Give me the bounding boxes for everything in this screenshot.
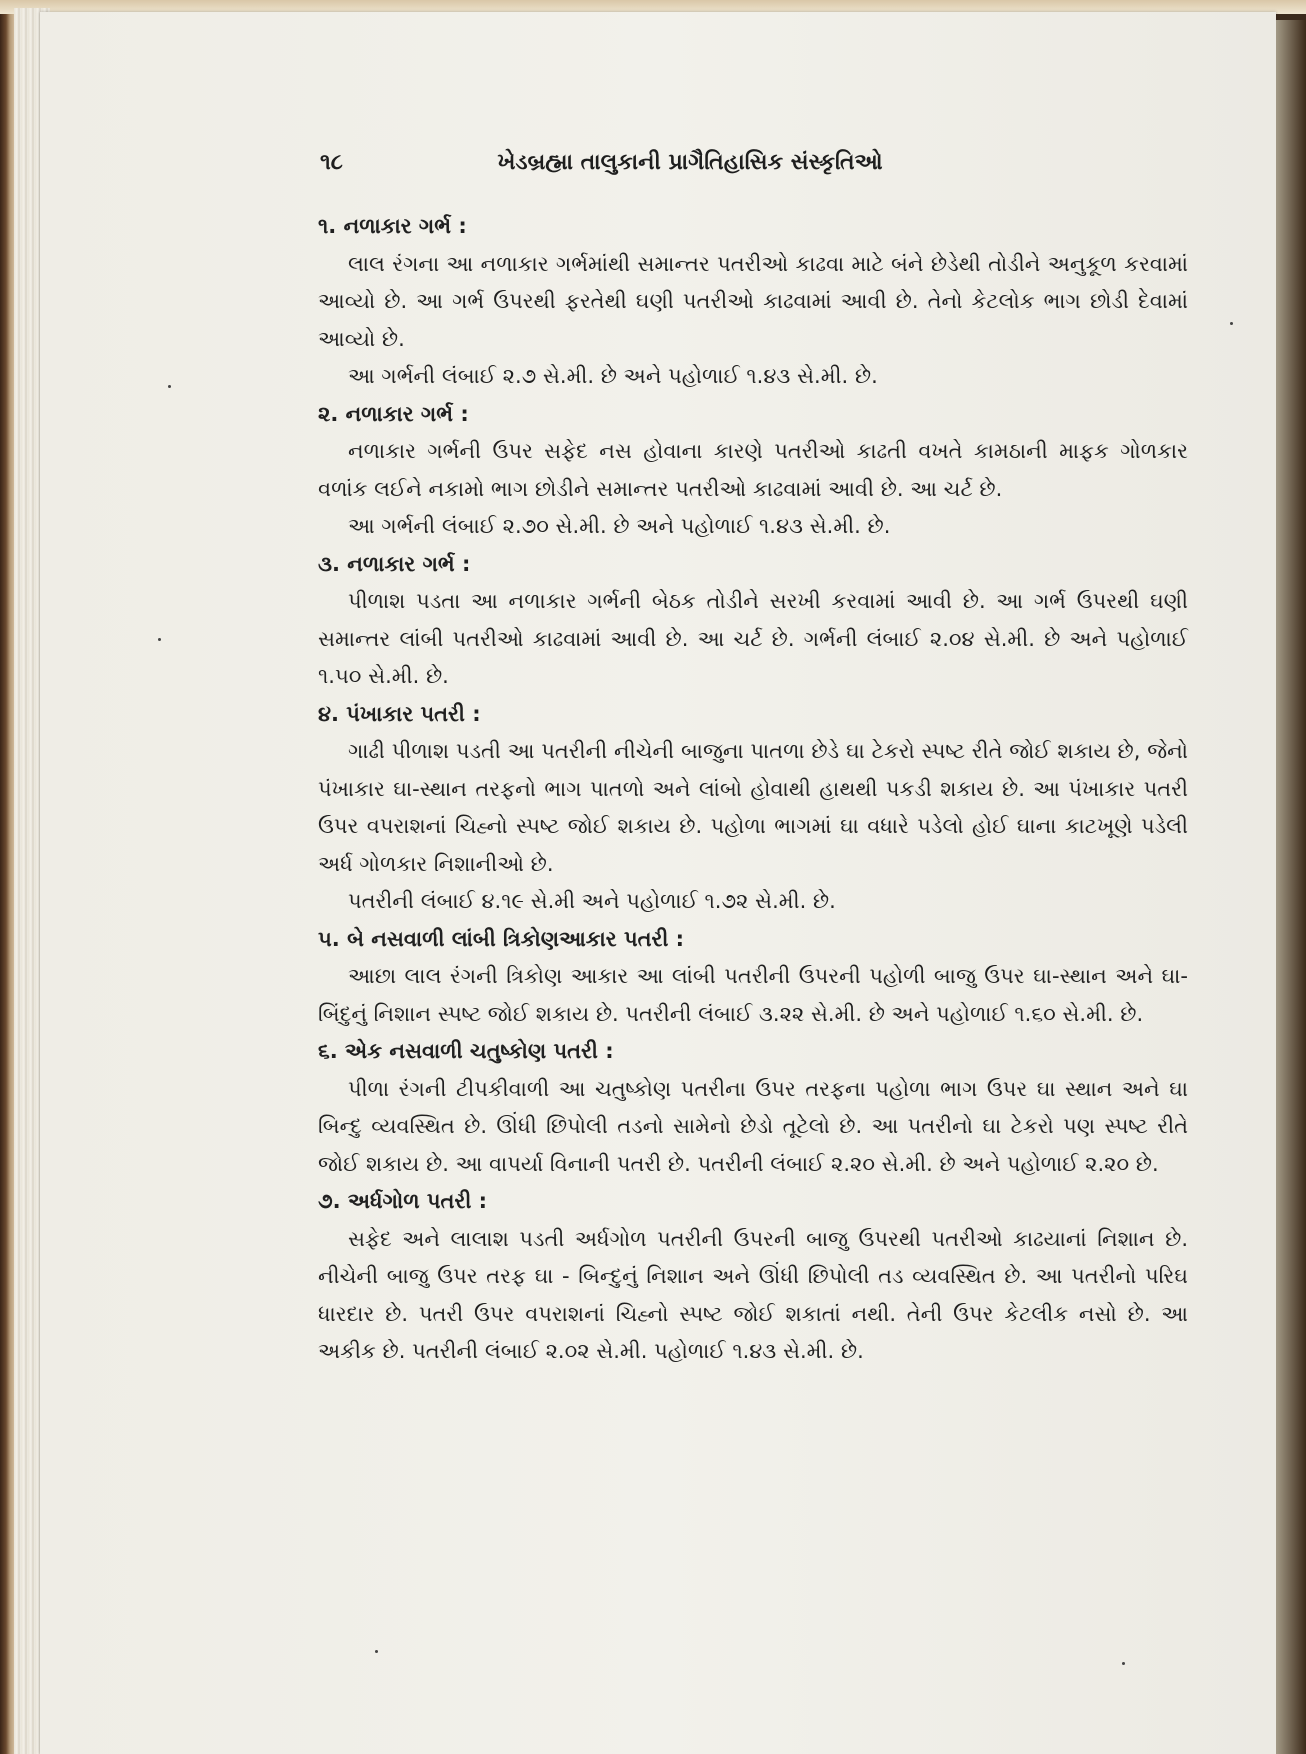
section-heading: ૬. એક નસવાળી ચતુષ્કોણ પતરી :: [318, 1039, 614, 1063]
paragraph: પતરીની લંબાઈ ૪.૧૯ સે.મી અને પહોળાઈ ૧.૭૨ સે.મી. છે.: [348, 889, 836, 913]
page-header: [320, 150, 1060, 186]
section-heading: ૨. નળાકાર ગર્ભ :: [318, 401, 469, 426]
section-4: [318, 696, 1188, 921]
section-heading: ૧. નળાકાર ગર્ભ :: [318, 214, 467, 238]
section-3: [318, 546, 1188, 696]
section-5: [318, 921, 1188, 1034]
paragraph: પીળાશ પડતા આ નળાકાર ગર્ભની બેઠક તોડીને સરખી કરવામાં આવી છે. આ ગર્ભ ઉપરથી ઘણી સમાન્તર લાંબી પતરીઓ કાઢવામાં આવી છે. આ ચર્ટ છે. ગર્ભની લંબાઈ ૨.૦૪ સે.મી. છે અને પહોળાઈ ૧.૫૦ સે.મી. છે.: [318, 589, 1188, 688]
paper-speck: [168, 385, 171, 388]
section-6: [318, 1033, 1188, 1183]
paper-speck: [158, 638, 161, 641]
paragraph: ગાઢી પીળાશ પડતી આ પતરીની નીચેની બાજુના પાતળા છેડે ઘા ટેકરો સ્પષ્ટ રીતે જોઈ શકાય છે, જેનો પંખાકાર ઘા-સ્થાન તરફનો ભાગ પાતળો અને લાંબો હોવાથી હાથથી પકડી શકાય છે. આ પંખાકાર પતરી ઉપર વપરાશનાં ચિહ્નો સ્પષ્ટ જોઈ શકાય છે. પહોળા ભાગમાં ઘા વધારે પડેલો હોઈ ઘાના કાટખૂણે પડેલી અર્ધ ગોળકાર નિશાનીઓ છે.: [318, 739, 1188, 876]
section-heading: ૩. નળાકાર ગર્ભ :: [318, 551, 471, 576]
paper-speck: [1230, 322, 1233, 325]
section-1: [318, 208, 1188, 396]
running-title: ખેડબ્રહ્મા તાલુકાની પ્રાગૈતિહાસિક સંસ્કૃતિઓ: [497, 150, 883, 175]
section-heading: ૪. પંખાકાર પતરી :: [318, 701, 481, 726]
page-gutter-shadow: [1276, 20, 1306, 1754]
paragraph: નળાકાર ગર્ભની ઉપર સફેદ નસ હોવાના કારણે પતરીઓ કાઢતી વખતે કામઠાની માફક ગોળકાર વળાંક લઈને નકામો ભાગ છોડીને સમાન્તર પતરીઓ કાઢવામાં આવી છે. આ ચર્ટ છે.: [318, 439, 1188, 501]
paragraph: લાલ રંગના આ નળાકાર ગર્ભમાંથી સમાન્તર પતરીઓ કાઢવા માટે બંને છેડેથી તોડીને અનુકૂળ કરવામાં આવ્યો છે. આ ગર્ભ ઉપરથી ફરતેથી ઘણી પતરીઓ કાઢવામાં આવી છે. તેનો કેટલોક ભાગ છોડી દેવામાં આવ્યો છે.: [318, 251, 1188, 351]
section-2: [318, 396, 1188, 546]
paragraph: સફેદ અને લાલાશ પડતી અર્ધગોળ પતરીની ઉપરની બાજુ ઉપરથી પતરીઓ કાઢયાનાં નિશાન છે. નીચેની બાજુ ઉપર તરફ ઘા - બિન્દુનું નિશાન અને ઊંધી છિપોલી તડ વ્યવસ્થિત છે. આ પતરીનો પરિઘ ધારદાર છે. પતરી ઉપર વપરાશનાં ચિહ્નો સ્પષ્ટ જોઈ શકાતાં નથી. તેની ઉપર કેટલીક નસો છે. આ અકીક છે. પતરીની લંબાઈ ૨.૦૨ સે.મી. પહોળાઈ ૧.૪૩ સે.મી. છે.: [318, 1226, 1188, 1363]
section-heading: ૭. અર્ધગોળ પતરી :: [318, 1189, 488, 1213]
section-heading: ૫. બે નસવાળી લાંબી ત્રિકોણઆકાર પતરી :: [318, 926, 685, 951]
paragraph: પીળા રંગની ટીપકીવાળી આ ચતુષ્કોણ પતરીના ઉપર તરફના પહોળા ભાગ ઉપર ઘા સ્થાન અને ઘા બિન્દુ વ્યવસ્થિત છે. ઊંધી છિપોલી તડનો સામેનો છેડો તૂટેલો છે. આ પતરીનો ઘા ટેકરો પણ સ્પષ્ટ રીતે જોઈ શકાય છે. આ વાપર્યા વિનાની પતરી છે. પતરીની લંબાઈ ૨.૨૦ સે.મી. છે અને પહોળાઈ ૨.૨૦ છે.: [318, 1076, 1188, 1176]
page-body: [318, 208, 1188, 1371]
paper-speck: [375, 1650, 378, 1653]
paragraph: આછા લાલ રંગની ત્રિકોણ આકાર આ લાંબી પતરીની ઉપરની પહોળી બાજુ ઉપર ઘા-સ્થાન અને ઘા-બિંદુનું નિશાન સ્પષ્ટ જોઈ શકાય છે. પતરીની લંબાઈ ૩.૨૨ સે.મી. છે અને પહોળાઈ ૧.૬૦ સે.મી. છે.: [318, 964, 1188, 1026]
section-7: [318, 1183, 1188, 1371]
page-number: ૧૮: [320, 150, 343, 175]
paragraph: આ ગર્ભની લંબાઈ ૨.૭૦ સે.મી. છે અને પહોળાઈ ૧.૪૩ સે.મી. છે.: [348, 514, 891, 538]
paper-speck: [1122, 1662, 1125, 1665]
paragraph: આ ગર્ભની લંબાઈ ૨.૭ સે.મી. છે અને પહોળાઈ ૧.૪૩ સે.મી. છે.: [348, 364, 878, 388]
